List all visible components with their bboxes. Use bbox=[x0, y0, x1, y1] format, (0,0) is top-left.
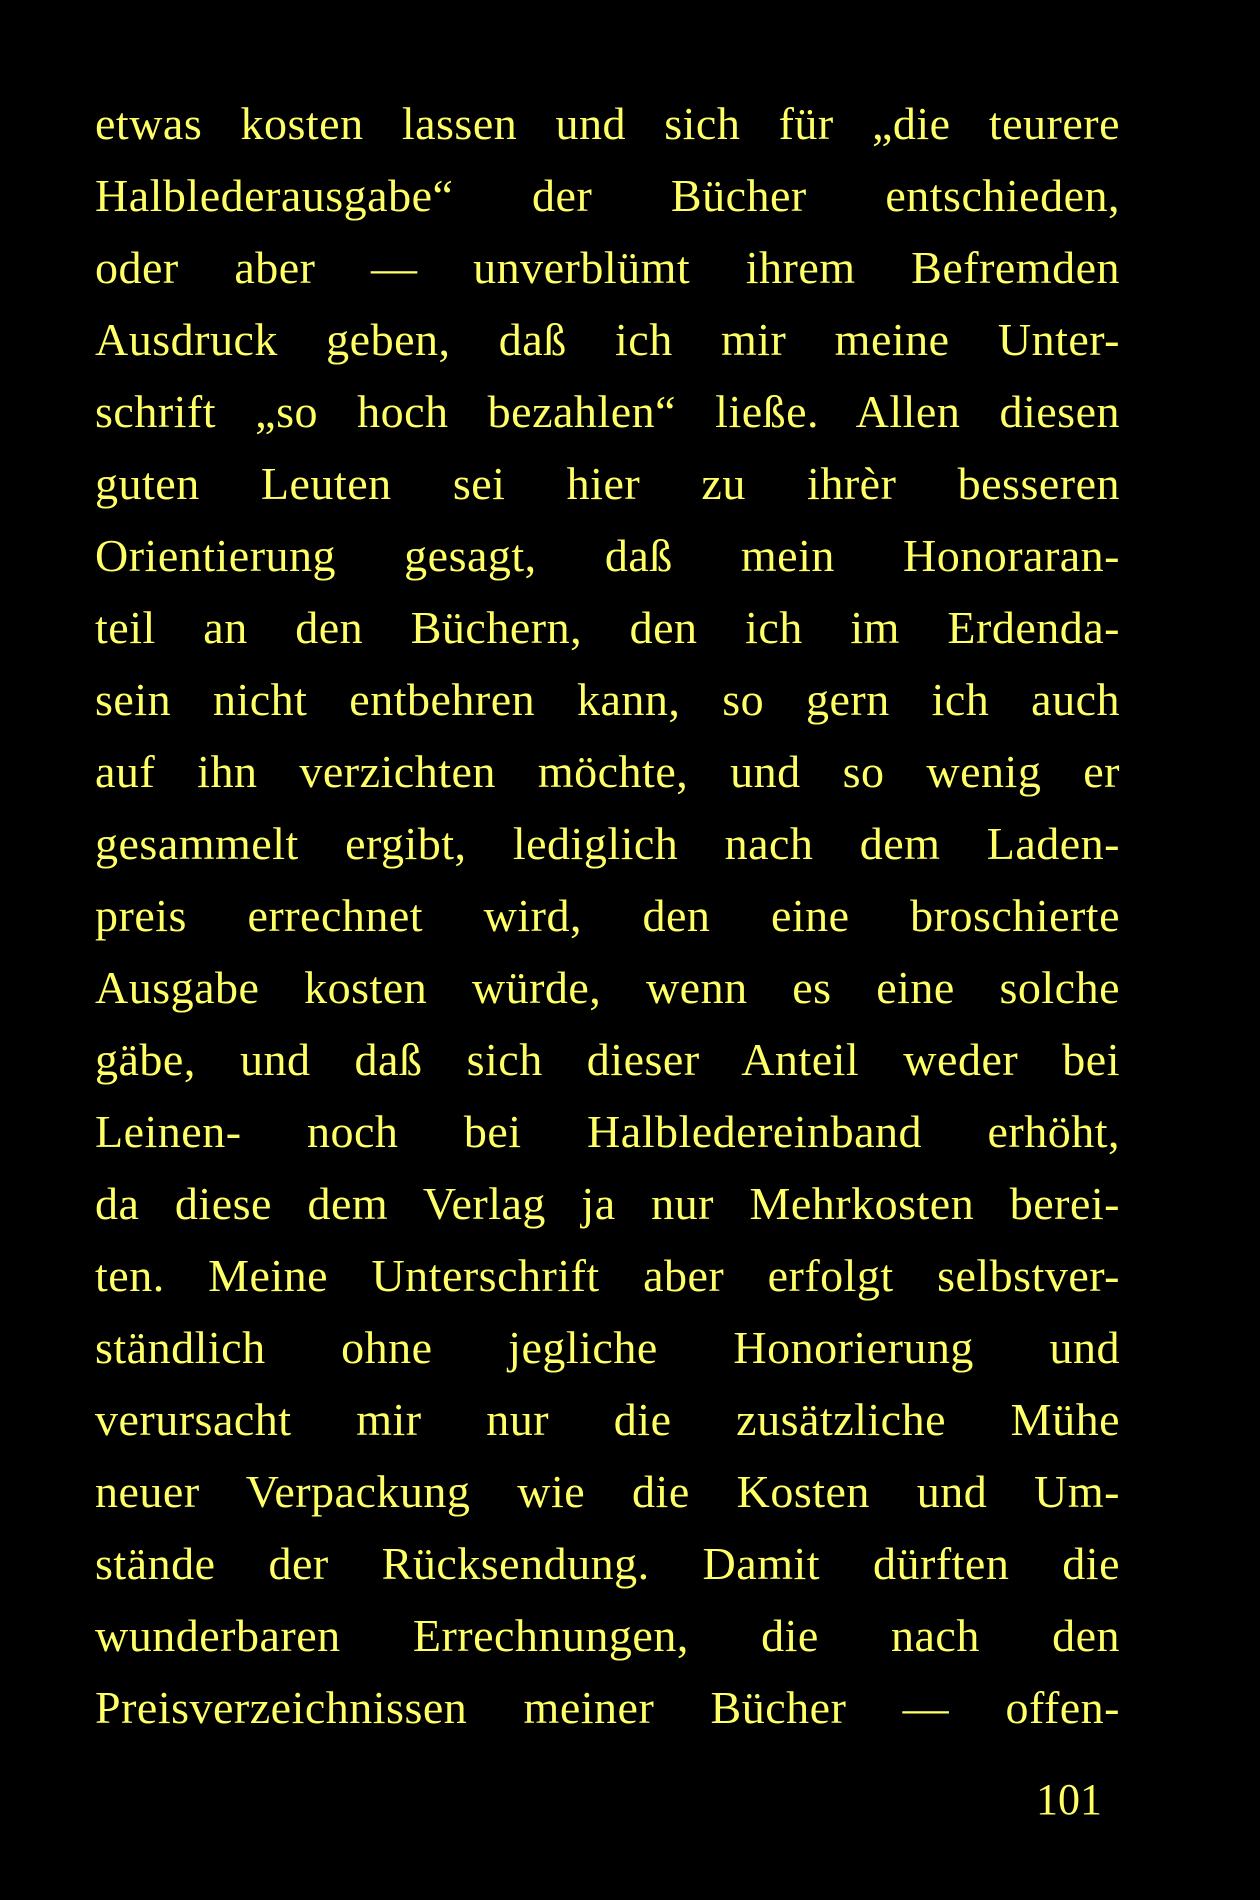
text-line: Leinen- noch bei Halbledereinband erhöht, bbox=[95, 1106, 1120, 1157]
text-line: sein nicht entbehren kann, so gern ich auch bbox=[95, 674, 1120, 725]
body-text bbox=[95, 88, 1120, 1744]
text-line: neuer Verpackung wie die Kosten und Um- bbox=[95, 1466, 1120, 1517]
text-line: stände der Rücksendung. Damit dürften die bbox=[95, 1538, 1120, 1589]
text-line: Orientierung gesagt, daß mein Honoraran- bbox=[95, 530, 1120, 581]
text-line: ständlich ohne jegliche Honorierung und bbox=[95, 1322, 1120, 1373]
page-number: 101 bbox=[1036, 1775, 1102, 1824]
text-line: Ausdruck geben, daß ich mir meine Unter- bbox=[95, 314, 1120, 365]
text-line: gesammelt ergibt, lediglich nach dem Laden- bbox=[95, 818, 1120, 869]
text-line: wunderbaren Errechnungen, die nach den bbox=[95, 1610, 1120, 1661]
text-line: etwas kosten lassen und sich für „die teurere bbox=[95, 98, 1120, 149]
text-line: Halblederausgabe“ der Bücher entschieden, bbox=[95, 170, 1120, 221]
text-line: schrift „so hoch bezahlen“ ließe. Allen diesen bbox=[95, 386, 1120, 437]
text-line: preis errechnet wird, den eine broschierte bbox=[95, 890, 1120, 941]
text-line: gäbe, und daß sich dieser Anteil weder bei bbox=[95, 1034, 1120, 1085]
text-line: verursacht mir nur die zusätzliche Mühe bbox=[95, 1394, 1120, 1445]
text-line: ten. Meine Unterschrift aber erfolgt selbstver- bbox=[95, 1250, 1120, 1301]
text-line: guten Leuten sei hier zu ihrèr besseren bbox=[95, 458, 1120, 509]
text-line: Preisverzeichnissen meiner Bücher — offen- bbox=[95, 1682, 1120, 1733]
text-line: auf ihn verzichten möchte, und so wenig er bbox=[95, 746, 1120, 797]
text-line: da diese dem Verlag ja nur Mehrkosten berei- bbox=[95, 1178, 1120, 1229]
text-line: Ausgabe kosten würde, wenn es eine solche bbox=[95, 962, 1120, 1013]
text-line: oder aber — unverblümt ihrem Befremden bbox=[95, 242, 1120, 293]
text-line: teil an den Büchern, den ich im Erdenda- bbox=[95, 602, 1120, 653]
